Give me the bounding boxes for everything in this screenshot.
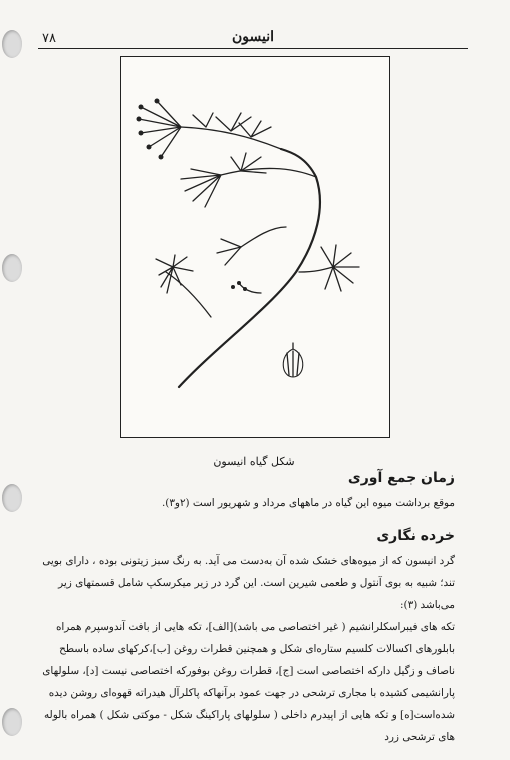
paragraph-microscopy-details: تکه های فیبراسکلرانشیم ( غیر اختصاصی می باشد)[الف]، تکه هایی از بافت آندوسپرم همراه بابلورهای اکسالات کلسیم ستاره‌ای شکل و همچنین قطرات روغن [ب]،کرکهای ساده باسطح ناصاف و زگیل دارکه اختصاصی است [ج]، قطرات روغن بوفورکه اختصاصی نیست [د]، سلولهای پارانشیمی کشیده با مجاری ترشحی در جهت عمود برآنهاکه پاکلرآل هیدراته قهوه‌ای روشن دیده شده‌است[ه] و تکه هایی از اپیدرم داخلی ( سلولهای پاراکینگ شکل - موکتی شکل ) همراه بالوله های ترشحی زرد — [42, 621, 455, 743]
running-title: انیسون — [231, 29, 274, 45]
page-number: ۷۸ — [42, 31, 56, 46]
binder-hole — [2, 30, 22, 58]
binder-hole — [2, 254, 22, 282]
figure-frame — [120, 56, 390, 438]
paragraph-harvest-time: موقع برداشت میوه این گیاه در ماههای مرداد و شهریور است (۲و۳). — [161, 497, 455, 509]
paragraph-microscopy-intro: گرد انیسون که از میوه‌های خشک شده آن به‌دست می آید. به رنگ سبز زیتونی بوده ، دارای بویی تند؛ شبیه به بوی آنتول و طعمی شیرین است. این گرد در زیر میکرسکپ شامل قسمتهای زیر می‌باشد (۳): — [42, 555, 455, 611]
anise-plant-illustration — [121, 57, 389, 437]
binder-hole — [2, 484, 22, 512]
binder-hole — [2, 708, 22, 736]
figure-caption: شکل گیاه انیسون — [213, 455, 295, 468]
section-heading-harvest-time: زمان جمع آوری — [347, 470, 455, 486]
section-heading-microscopy: خرده نگاری — [376, 528, 455, 544]
page-header — [38, 30, 468, 49]
